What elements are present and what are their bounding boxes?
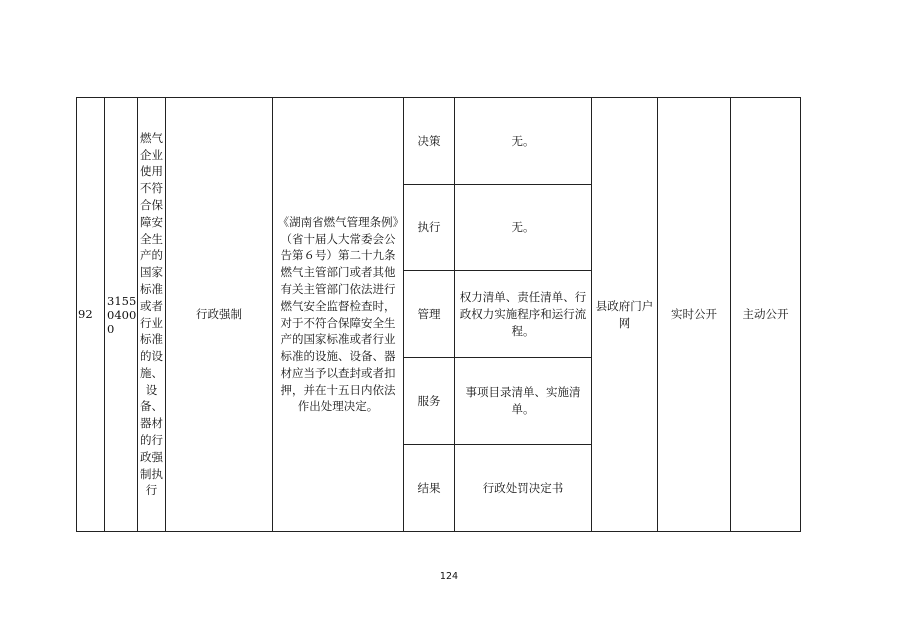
stage-cell-result: 结果	[404, 445, 455, 532]
stage-cell-execution: 执行	[404, 185, 455, 271]
disclosure-channel-cell: 县政府门户网	[592, 98, 658, 532]
disclosure-time-cell: 实时公开	[658, 98, 731, 532]
table-row	[77, 98, 801, 185]
stage-cell-decision: 决策	[404, 98, 455, 185]
page-number: 124	[439, 571, 459, 582]
disclosure-mode-cell: 主动公开	[731, 98, 801, 532]
disclosure-table	[76, 97, 801, 532]
stage-content-result: 行政处罚决定书	[455, 445, 592, 532]
legal-basis-cell: 《湖南省燃气管理条例》（省十届人大常委会公告第６号）第二十九条 燃气主管部门或者其他有关主管部门依法进行燃气安全监督检查时，对于不符合保障安全生产的国家标准或者行业标准的设施、设备、器材应当予以查封或者扣押，并在十五日内依法作出处理决定。	[273, 98, 404, 532]
stage-cell-service: 服务	[404, 358, 455, 445]
row-number-cell: 92	[77, 98, 105, 532]
item-name-cell: 燃气企业使用不符合保障安全生产的国家标准或者行业标准的设施、设备、器材的行政强制执行	[138, 98, 166, 532]
stage-cell-management: 管理	[404, 271, 455, 358]
item-code-cell: 315504000	[105, 98, 138, 532]
stage-content-decision: 无。	[455, 98, 592, 185]
stage-content-execution: 无。	[455, 185, 592, 271]
item-category-cell: 行政强制	[166, 98, 273, 532]
stage-content-service: 事项目录清单、实施清单。	[455, 358, 592, 445]
stage-content-management: 权力清单、责任清单、行政权力实施程序和运行流程。	[455, 271, 592, 358]
